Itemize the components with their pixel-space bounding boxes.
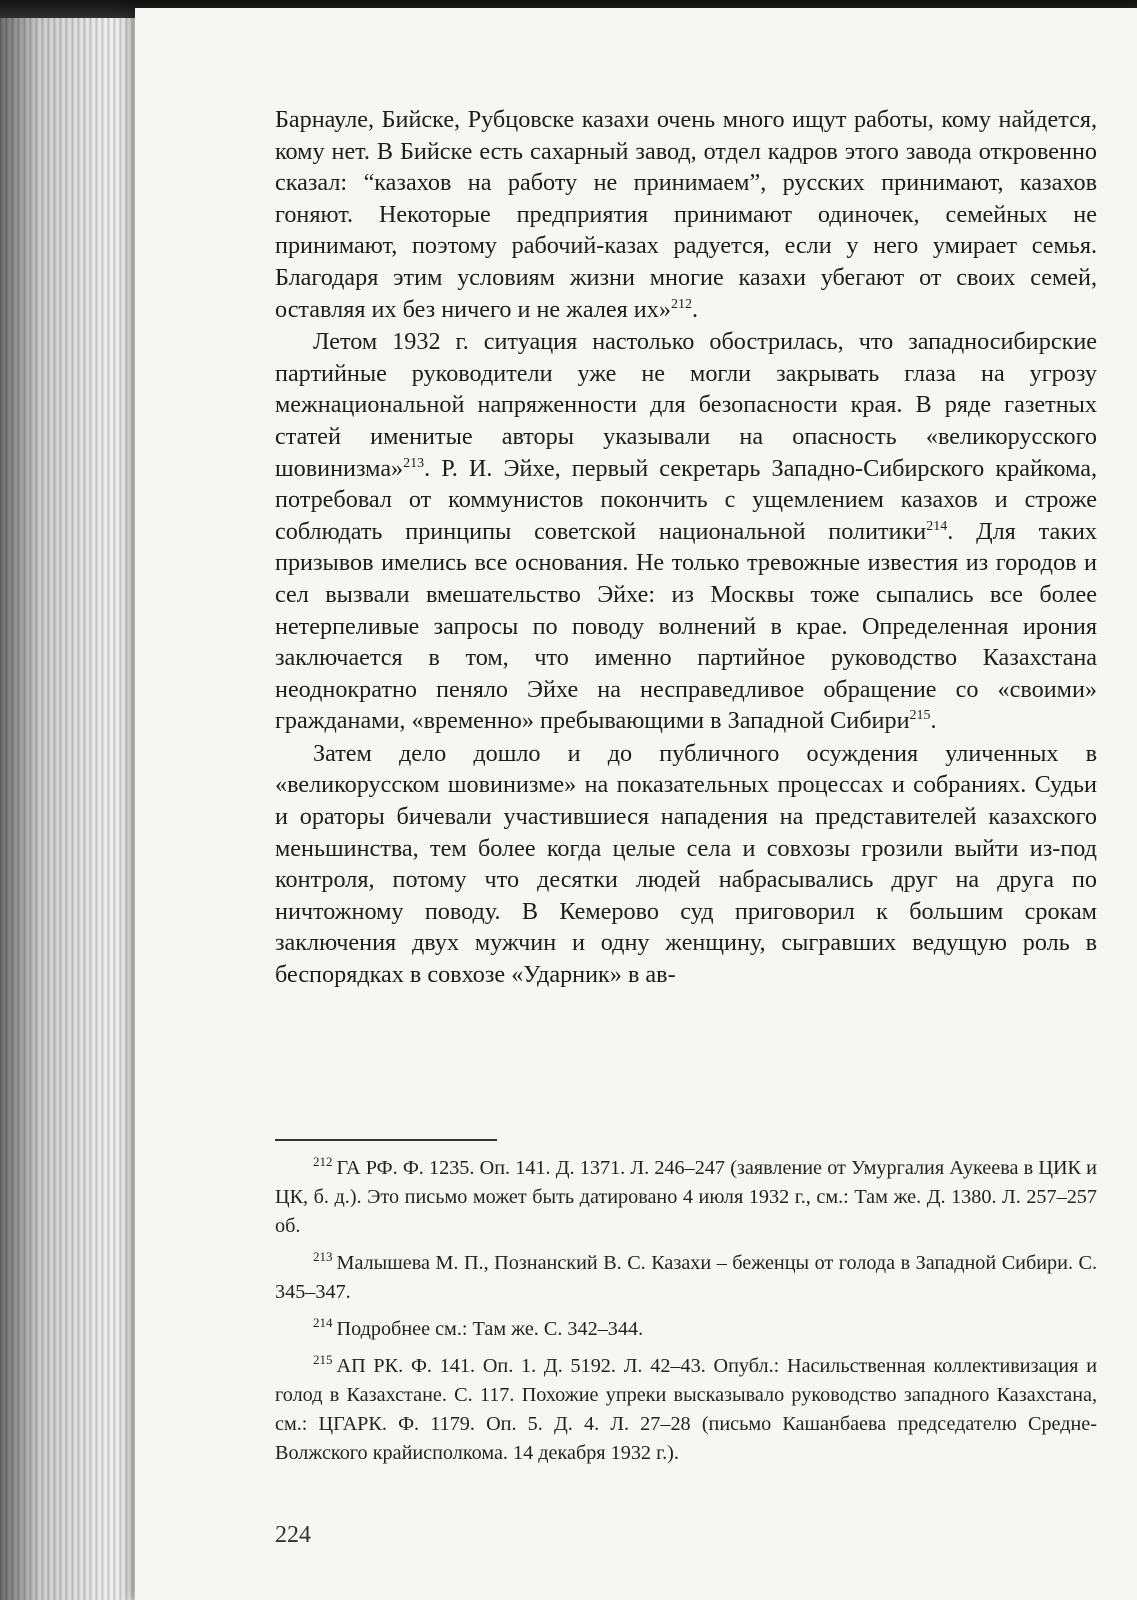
footnote-215 xyxy=(275,1352,1097,1468)
paragraph-1-text: Барнауле, Бийске, Рубцовске казахи очень много ищут работы, кому найдется, кому нет. В Бийске есть сахарный завод, отдел кадров этого завода откровенно сказал: “казахов на работу не принимаем”, русских принимают, казахов гоняют. Некоторые предприятия принимают одиночек, семейных не принимают, поэтому рабочий-казах радуется, если у него умирает семья. Благодаря этим условиям жизни многие казахи убегают от своих семей, оставляя их без ничего и не жалея их» xyxy=(275,106,1097,323)
footnote-text: ГА РФ. Ф. 1235. Оп. 141. Д. 1371. Л. 246–247 (заявление от Умургалия Аукеева в ЦИК и ЦК, б. д.). Это письмо может быть датировано 4 июля 1932 г., см.: Там же. Д. 1380. Л. 257–257 об. xyxy=(275,1157,1097,1237)
page-edges-shadow xyxy=(0,18,150,1600)
paragraph-2-part-a: Летом 1932 г. ситуация настолько обострилась, что западносибирские партийные руководители уже не могли закрывать глаза на угрозу межнациональной напряженности для безопасности края. В ряде газетных статей именитые авторы указывали на опасность «великорусского шовинизма» xyxy=(275,328,1097,482)
footnote-ref-214[interactable]: 214 xyxy=(926,518,948,534)
footnote-ref-212[interactable]: 212 xyxy=(670,296,692,312)
book-page xyxy=(135,8,1137,1600)
footnote-214 xyxy=(275,1315,1097,1344)
paragraph-3 xyxy=(275,738,1097,991)
footnote-number: 212 xyxy=(313,1154,333,1170)
footnotes xyxy=(275,1154,1097,1476)
footnote-213 xyxy=(275,1249,1097,1307)
paragraph-2 xyxy=(275,326,1097,737)
footnote-ref-213[interactable]: 213 xyxy=(403,455,425,471)
footnote-number: 213 xyxy=(313,1249,333,1265)
footnote-ref-215[interactable]: 215 xyxy=(909,708,931,724)
paragraph-3-text: Затем дело дошло и до публичного осуждения уличенных в «великорусском шовинизме» на показательных процессах и собраниях. Судьи и ораторы бичевали участившиеся нападения на представителей казахского меньшинства, тем более когда целые села и совхозы грозили выйти из-под контроля, потому что десятки людей набрасывались друг на друга по ничтожному поводу. В Кемерово суд приговорил к большим срокам заключения двух мужчин и одну женщину, сыгравших ведущую роль в беспорядках в совхозе «Ударник» в ав- xyxy=(275,739,1097,989)
paragraph-2-end: . xyxy=(930,707,937,735)
footnote-divider xyxy=(275,1139,497,1141)
paragraph-2-part-b: . Р. И. Эйхе, первый секретарь Западно-Сибирского крайкома, потребовал от коммунистов покончить с ущемлением казахов и строже соблюдать принципы советской национальной политики xyxy=(275,454,1097,545)
footnote-text: Подробнее см.: Там же. С. 342–344. xyxy=(336,1318,644,1340)
paragraph-1-end: . xyxy=(691,295,698,323)
page-number: 224 xyxy=(275,1522,311,1548)
main-text xyxy=(275,104,1097,991)
footnote-number: 215 xyxy=(313,1352,333,1368)
paragraph-2-part-c: . Для таких призывов имелись все основания. Не только тревожные известия из городов и сел вызвали вмешательство Эйхе: из Москвы тоже сыпались все более нетерпеливые запросы по поводу волнений в крае. Определенная ирония заключается в том, что именно партийное руководство Казахстана неоднократно пеняло Эйхе на несправедливое обращение со «своими» гражданами, «временно» пребывающими в Западной Сибири xyxy=(275,517,1097,735)
footnote-text: АП РК. Ф. 141. Оп. 1. Д. 5192. Л. 42–43. Опубл.: Насильственная коллективизация и голод в Казахстане. С. 117. Похожие упреки высказывало руководство западного Казахстана, см.: ЦГАРК. Ф. 1179. Оп. 5. Д. 4. Л. 27–28 (письмо Кашанбаева председателю Средне-Волжского крайисполкома. 14 декабря 1932 г.). xyxy=(275,1355,1097,1464)
footnote-text: Малышева М. П., Познанский В. С. Казахи – беженцы от голода в Западной Сибири. С. 345–347. xyxy=(275,1252,1097,1303)
footnote-212 xyxy=(275,1154,1097,1241)
footnote-number: 214 xyxy=(313,1315,333,1331)
paragraph-1 xyxy=(275,104,1097,325)
